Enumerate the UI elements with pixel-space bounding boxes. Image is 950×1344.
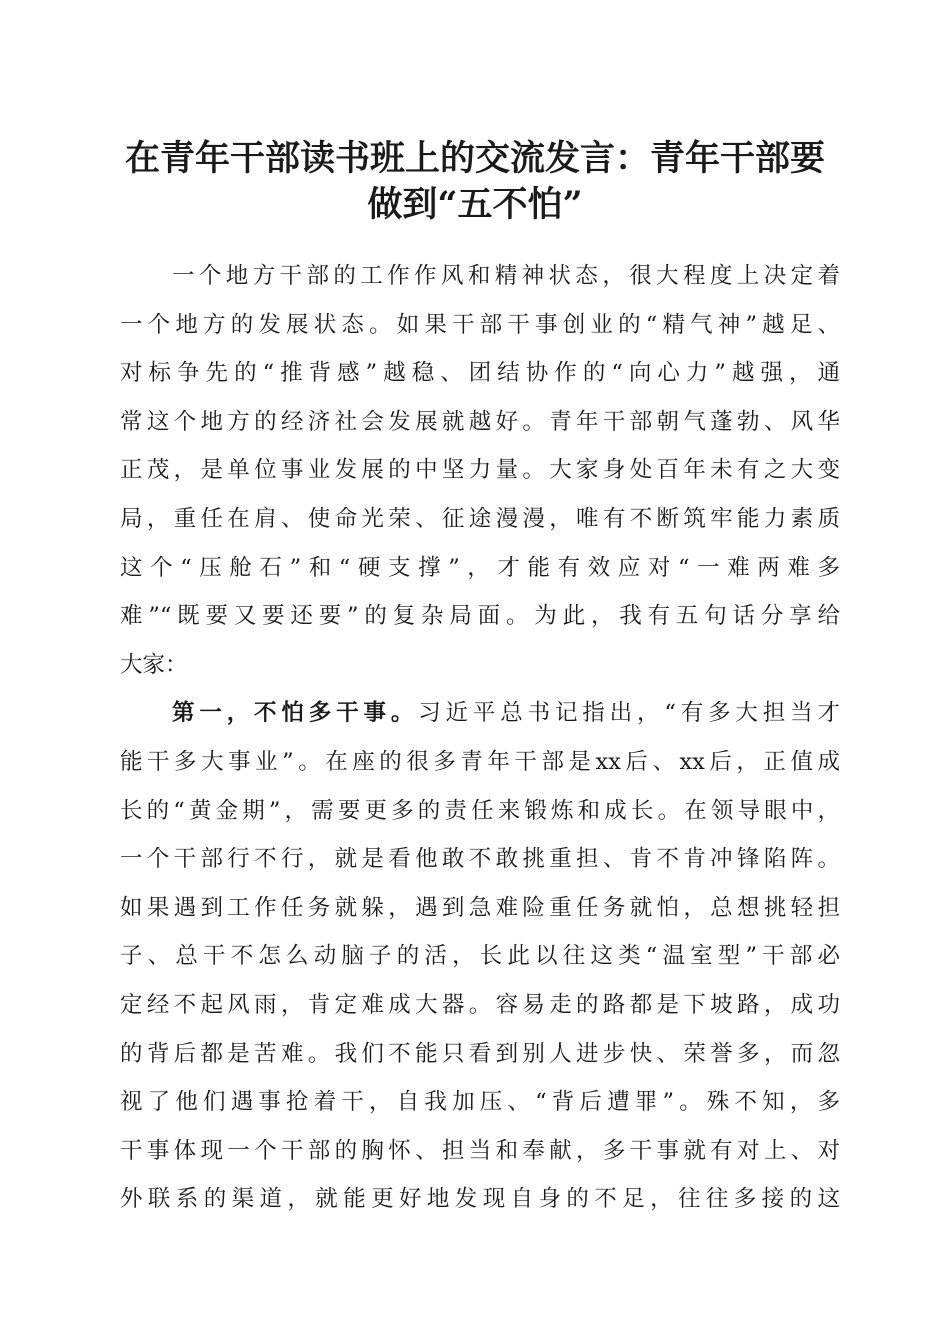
text-line: 能干多大事业”。在座的很多青年干部是xx后、xx后，正值成 — [120, 748, 840, 775]
text-line: 局，重任在肩、使命光荣、征途漫漫，唯有不断筑牢能力素质 — [120, 505, 840, 532]
document-title — [110, 136, 840, 228]
point-text: 习近平总书记指出，“有多大担当才 — [418, 700, 840, 727]
text-line: 如果遇到工作任务就躲，遇到急难险重任务就怕，总想挑轻担 — [120, 894, 840, 921]
text-line: 大家： — [120, 651, 188, 678]
text-line: 一个地方的发展状态。如果干部干事创业的“精气神”越足、 — [120, 311, 840, 338]
text-line: 的背后都是苦难。我们不能只看到别人进步快、荣誉多，而忽 — [120, 1040, 840, 1067]
text-line: 这个“压舱石”和“硬支撑”，才能有效应对“一难两难多 — [120, 554, 840, 581]
text-line: 难”“既要又要还要”的复杂局面。为此，我有五句话分享给 — [120, 603, 840, 630]
text-line: 视了他们遇事抢着干，自我加压、“背后遭罪”。殊不知，多 — [120, 1089, 840, 1116]
paragraph-intro — [120, 252, 840, 689]
text-line: 长的“黄金期”，需要更多的责任来锻炼和成长。在领导眼中， — [120, 797, 840, 824]
title-line-2: 做到“五不怕” — [367, 184, 583, 225]
text-line: 定经不起风雨，肯定难成大器。容易走的路都是下坡路，成功 — [120, 991, 840, 1018]
paragraph-first-point — [120, 689, 840, 1224]
text-line: 一个干部行不行，就是看他敢不敢挑重担、肯不肯冲锋陷阵。 — [120, 846, 840, 873]
text-line: 一个地方干部的工作作风和精神状态，很大程度上决定着 — [172, 263, 840, 289]
text-line: 正茂，是单位事业发展的中坚力量。大家身处百年未有之大变 — [120, 457, 840, 484]
text-line — [120, 689, 840, 738]
text-line: 常这个地方的经济社会发展就越好。青年干部朝气蓬勃、风华 — [120, 408, 840, 435]
text-line: 外联系的渠道，就能更好地发现自身的不足，往往多接的这 — [120, 1186, 840, 1213]
text-line: 干事体现一个干部的胸怀、担当和奉献，多干事就有对上、对 — [120, 1137, 840, 1164]
point-heading: 第一，不怕多干事。 — [172, 700, 419, 727]
document-body — [120, 252, 840, 1224]
text-line: 子、总干不怎么动脑子的活，长此以往这类“温室型”干部必 — [120, 943, 840, 970]
text-line: 对标争先的“推背感”越稳、团结协作的“向心力”越强，通 — [120, 360, 840, 387]
title-line-1: 在青年干部读书班上的交流发言：青年干部要 — [124, 138, 825, 179]
